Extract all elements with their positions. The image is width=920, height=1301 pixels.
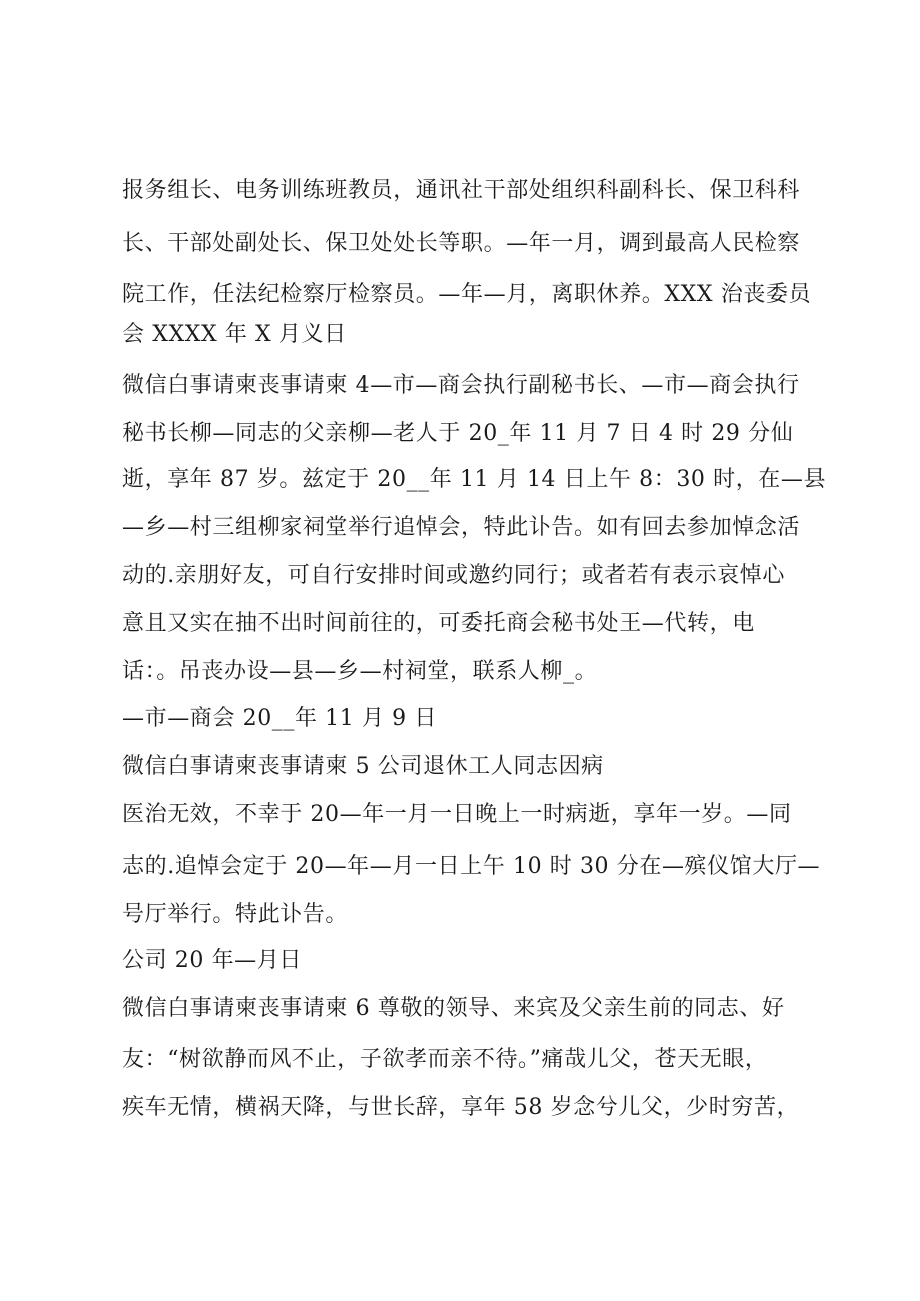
text-line: 会 XXXX 年 X 月义日 [122,322,347,347]
text-line: —乡—村三组柳家祠堂举行追悼会，特此讣告。如有回去参加悼念活 [122,515,801,540]
text-line: 微信白事请柬丧事请柬 6 尊敬的领导、来宾及父亲生前的同志、好 [122,996,785,1021]
text-line: 疾车无情，横祸天降，与世长辞，享年 58 岁念兮儿父，少时穷苦， [122,1095,800,1120]
text-line: 友：“树欲静而风不止，子欲孝而亲不待。”痛哉儿父，苍天无眼， [122,1047,768,1072]
text-line: 医治无效，不幸于 20—年一月一日晚上一时病逝，享年一岁。—同 [122,802,792,827]
text-line: 话：。吊丧办设—县—乡—村祠堂，联系人柳_。 [122,659,598,684]
text-line: 秘书长柳—同志的父亲柳—老人于 20_年 11 月 7 日 4 时 29 分仙 [122,421,794,446]
text-line: 微信白事请柬丧事请柬 4—市—商会执行副秘书长、—市—商会执行 [122,373,800,398]
text-line: 公司 20 年—月日 [122,948,302,973]
text-line: 长、干部处副处长、保卫处处长等职。—年一月，调到最高人民检察 [122,231,801,256]
text-line: 志的.追悼会定于 20—年—月一日上午 10 时 30 分在—殡仪馆大厅— [122,854,821,879]
text-line: 动的.亲朋好友，可自行安排时间或邀约同行；或者若有表示哀悼心 [122,563,785,588]
text-line: 意且又实在抽不出时间前往的，可委托商会秘书处王—代转，电 [122,611,755,636]
text-line: —市—商会 20__年 11 月 9 日 [122,706,437,731]
text-line: 微信白事请柬丧事请柬 5 公司退休工人同志因病 [122,754,604,779]
text-line: 逝，享年 87 岁。兹定于 20__年 11 月 14 日上午 8：30 时，在—县 [122,467,827,492]
text-line: 院工作，任法纪检察厅检察员。—年—月，离职休养。XXX 治丧委员 [122,282,812,307]
text-line: 号厅举行。特此讣告。 [122,902,349,927]
text-line: 报务组长、电务训练班教员，通讯社干部处组织科副科长、保卫科科 [122,178,801,203]
